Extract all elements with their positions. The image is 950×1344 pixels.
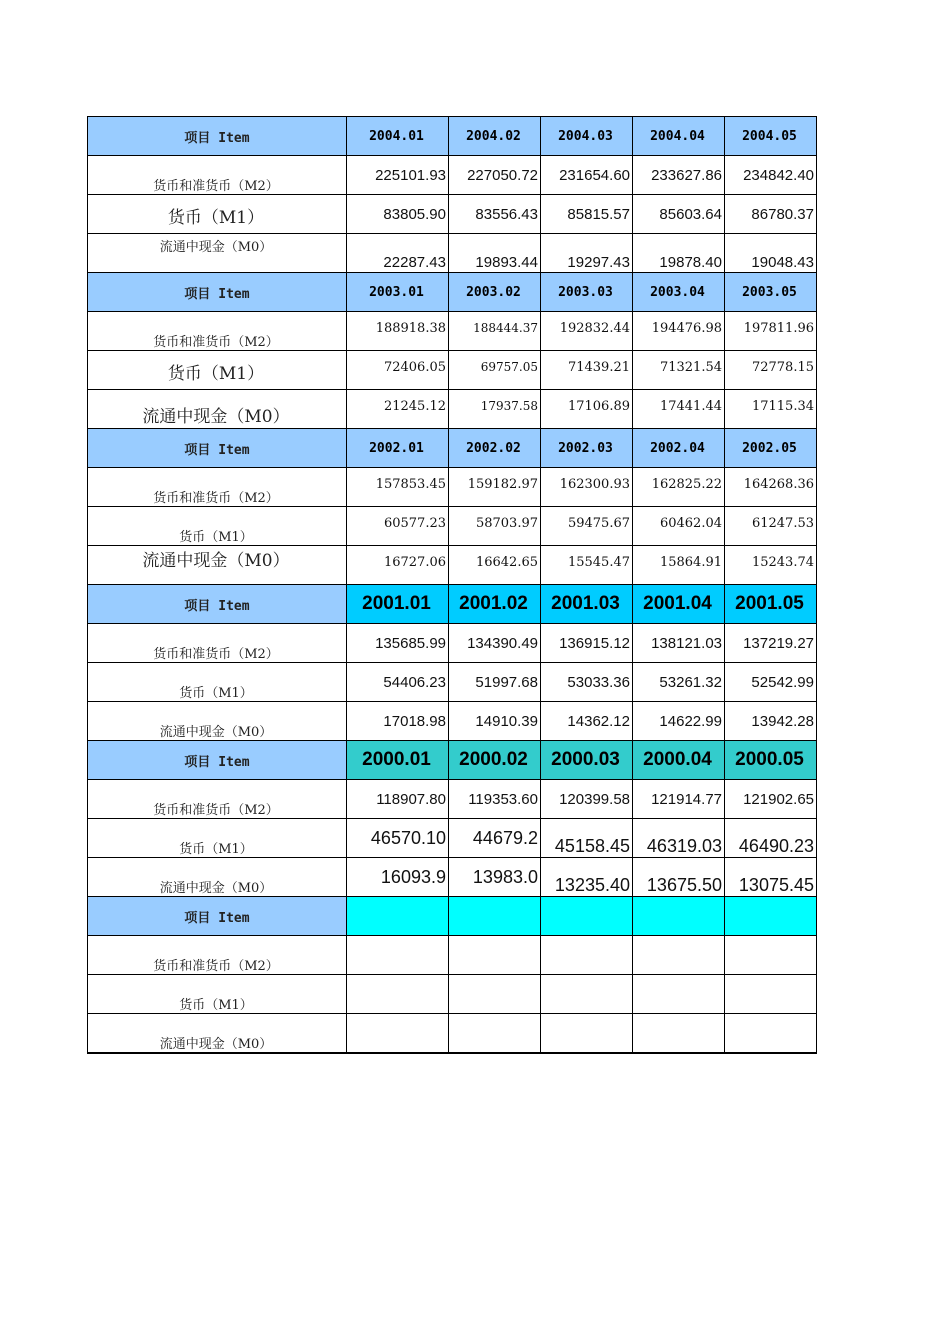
period-header: 2002.04 (633, 429, 725, 468)
row-label-m0: 流通中现金（M0） (88, 1014, 347, 1053)
table-row-m0 (88, 390, 817, 429)
period-header: 2000.02 (449, 741, 541, 780)
table-row-m2 (88, 936, 817, 975)
header-row-2001 (88, 585, 817, 624)
row-label-m0: 流通中现金（M0） (88, 390, 347, 429)
cell-value: 17106.89 (541, 390, 633, 429)
table-row-m1 (88, 507, 817, 546)
period-header: 2004.04 (633, 117, 725, 156)
period-header: 2001.03 (541, 585, 633, 624)
table-row-m2 (88, 780, 817, 819)
table-row-m0 (88, 1014, 817, 1053)
empty-cell (541, 975, 633, 1014)
table-row-m0 (88, 234, 817, 273)
table-row-m0 (88, 546, 817, 585)
cell-value: 233627.86 (633, 156, 725, 195)
cell-value: 44679.2 (449, 819, 541, 858)
cell-value: 15545.47 (541, 546, 633, 585)
empty-cell (449, 975, 541, 1014)
cell-value: 72406.05 (347, 351, 449, 390)
cell-value: 119353.60 (449, 780, 541, 819)
cell-value: 53261.32 (633, 663, 725, 702)
empty-period-cell (541, 897, 633, 936)
cell-value: 61247.53 (725, 507, 817, 546)
period-header: 2000.03 (541, 741, 633, 780)
period-header: 2000.04 (633, 741, 725, 780)
period-header: 2004.03 (541, 117, 633, 156)
item-header: 项目 Item (88, 897, 347, 936)
period-header: 2003.04 (633, 273, 725, 312)
cell-value: 162825.22 (633, 468, 725, 507)
period-header: 2002.05 (725, 429, 817, 468)
cell-value: 21245.12 (347, 390, 449, 429)
period-header: 2001.05 (725, 585, 817, 624)
cell-value: 71439.21 (541, 351, 633, 390)
period-header: 2004.05 (725, 117, 817, 156)
empty-period-cell (633, 897, 725, 936)
header-row-2003 (88, 273, 817, 312)
cell-value: 60577.23 (347, 507, 449, 546)
cell-value: 16642.65 (449, 546, 541, 585)
cell-value: 58703.97 (449, 507, 541, 546)
cell-value: 135685.99 (347, 624, 449, 663)
row-label-m2: 货币和准货币（M2） (88, 156, 347, 195)
empty-period-cell (449, 897, 541, 936)
row-label-m2: 货币和准货币（M2） (88, 780, 347, 819)
cell-value: 162300.93 (541, 468, 633, 507)
row-label-m1: 货币（M1） (88, 195, 347, 234)
header-row-2002 (88, 429, 817, 468)
period-header: 2001.02 (449, 585, 541, 624)
table-row-m2 (88, 312, 817, 351)
cell-value: 22287.43 (347, 234, 449, 273)
cell-value: 71321.54 (633, 351, 725, 390)
header-row-2000 (88, 741, 817, 780)
cell-value: 118907.80 (347, 780, 449, 819)
cell-value: 17441.44 (633, 390, 725, 429)
period-header: 2000.05 (725, 741, 817, 780)
cell-value: 46319.03 (633, 819, 725, 858)
empty-cell (633, 1014, 725, 1053)
row-label-m1: 货币（M1） (88, 819, 347, 858)
row-label-m0: 流通中现金（M0） (88, 234, 347, 273)
empty-cell (347, 975, 449, 1014)
period-header: 2004.02 (449, 117, 541, 156)
item-header: 项目 Item (88, 273, 347, 312)
cell-value: 188918.38 (347, 312, 449, 351)
cell-value: 17018.98 (347, 702, 449, 741)
empty-cell (449, 936, 541, 975)
row-label-m2: 货币和准货币（M2） (88, 624, 347, 663)
cell-value: 194476.98 (633, 312, 725, 351)
row-label-m2: 货币和准货币（M2） (88, 468, 347, 507)
period-header: 2001.04 (633, 585, 725, 624)
empty-cell (449, 1014, 541, 1053)
item-header: 项目 Item (88, 429, 347, 468)
cell-value: 138121.03 (633, 624, 725, 663)
cell-value: 86780.37 (725, 195, 817, 234)
row-label-m2: 货币和准货币（M2） (88, 936, 347, 975)
period-header: 2002.02 (449, 429, 541, 468)
cell-value: 225101.93 (347, 156, 449, 195)
cell-value: 15864.91 (633, 546, 725, 585)
cell-value: 197811.96 (725, 312, 817, 351)
cell-value: 69757.05 (449, 351, 541, 390)
row-label-m1: 货币（M1） (88, 975, 347, 1014)
cell-value: 19297.43 (541, 234, 633, 273)
cell-value: 234842.40 (725, 156, 817, 195)
cell-value: 159182.97 (449, 468, 541, 507)
cell-value: 13075.45 (725, 858, 817, 897)
period-header: 2003.03 (541, 273, 633, 312)
cell-value: 137219.27 (725, 624, 817, 663)
cell-value: 15243.74 (725, 546, 817, 585)
empty-cell (725, 975, 817, 1014)
row-label-m0: 流通中现金（M0） (88, 702, 347, 741)
cell-value: 121902.65 (725, 780, 817, 819)
cell-value: 136915.12 (541, 624, 633, 663)
period-header: 2002.01 (347, 429, 449, 468)
cell-value: 13983.0 (449, 858, 541, 897)
table-row-m2 (88, 468, 817, 507)
cell-value: 14622.99 (633, 702, 725, 741)
cell-value: 227050.72 (449, 156, 541, 195)
row-label-m0: 流通中现金（M0） (88, 546, 347, 585)
cell-value: 164268.36 (725, 468, 817, 507)
cell-value: 192832.44 (541, 312, 633, 351)
item-header: 项目 Item (88, 117, 347, 156)
cell-value: 17937.58 (449, 390, 541, 429)
period-header: 2003.01 (347, 273, 449, 312)
cell-value: 13235.40 (541, 858, 633, 897)
empty-cell (541, 1014, 633, 1053)
header-row-empty (88, 897, 817, 936)
item-header: 项目 Item (88, 741, 347, 780)
item-header: 项目 Item (88, 585, 347, 624)
table-row-m0 (88, 702, 817, 741)
empty-cell (541, 936, 633, 975)
period-header: 2001.01 (347, 585, 449, 624)
row-label-m0: 流通中现金（M0） (88, 858, 347, 897)
row-label-m1: 货币（M1） (88, 351, 347, 390)
empty-cell (347, 936, 449, 975)
table-row-m1 (88, 663, 817, 702)
cell-value: 134390.49 (449, 624, 541, 663)
cell-value: 51997.68 (449, 663, 541, 702)
empty-cell (725, 936, 817, 975)
empty-cell (725, 1014, 817, 1053)
cell-value: 53033.36 (541, 663, 633, 702)
table-row-m2 (88, 624, 817, 663)
period-header: 2002.03 (541, 429, 633, 468)
empty-period-cell (347, 897, 449, 936)
table-row-m1 (88, 975, 817, 1014)
cell-value: 72778.15 (725, 351, 817, 390)
cell-value: 19878.40 (633, 234, 725, 273)
period-header: 2003.05 (725, 273, 817, 312)
table-row-m1 (88, 195, 817, 234)
empty-cell (347, 1014, 449, 1053)
cell-value: 19048.43 (725, 234, 817, 273)
row-label-m2: 货币和准货币（M2） (88, 312, 347, 351)
cell-value: 46490.23 (725, 819, 817, 858)
table-row-m1 (88, 351, 817, 390)
empty-cell (633, 936, 725, 975)
cell-value: 16093.9 (347, 858, 449, 897)
cell-value: 14910.39 (449, 702, 541, 741)
cell-value: 120399.58 (541, 780, 633, 819)
cell-value: 54406.23 (347, 663, 449, 702)
cell-value: 46570.10 (347, 819, 449, 858)
header-row-2004 (88, 117, 817, 156)
cell-value: 14362.12 (541, 702, 633, 741)
cell-value: 157853.45 (347, 468, 449, 507)
cell-value: 52542.99 (725, 663, 817, 702)
row-label-m1: 货币（M1） (88, 663, 347, 702)
period-header: 2000.01 (347, 741, 449, 780)
cell-value: 60462.04 (633, 507, 725, 546)
money-supply-table (87, 116, 817, 1054)
empty-period-cell (725, 897, 817, 936)
row-label-m1: 货币（M1） (88, 507, 347, 546)
cell-value: 45158.45 (541, 819, 633, 858)
cell-value: 85603.64 (633, 195, 725, 234)
cell-value: 121914.77 (633, 780, 725, 819)
cell-value: 16727.06 (347, 546, 449, 585)
cell-value: 13675.50 (633, 858, 725, 897)
table-row-m2 (88, 156, 817, 195)
cell-value: 231654.60 (541, 156, 633, 195)
cell-value: 85815.57 (541, 195, 633, 234)
cell-value: 59475.67 (541, 507, 633, 546)
cell-value: 83556.43 (449, 195, 541, 234)
cell-value: 188444.37 (449, 312, 541, 351)
cell-value: 83805.90 (347, 195, 449, 234)
cell-value: 17115.34 (725, 390, 817, 429)
table-row-m1 (88, 819, 817, 858)
period-header: 2003.02 (449, 273, 541, 312)
cell-value: 13942.28 (725, 702, 817, 741)
cell-value: 19893.44 (449, 234, 541, 273)
empty-cell (633, 975, 725, 1014)
table-row-m0 (88, 858, 817, 897)
period-header: 2004.01 (347, 117, 449, 156)
